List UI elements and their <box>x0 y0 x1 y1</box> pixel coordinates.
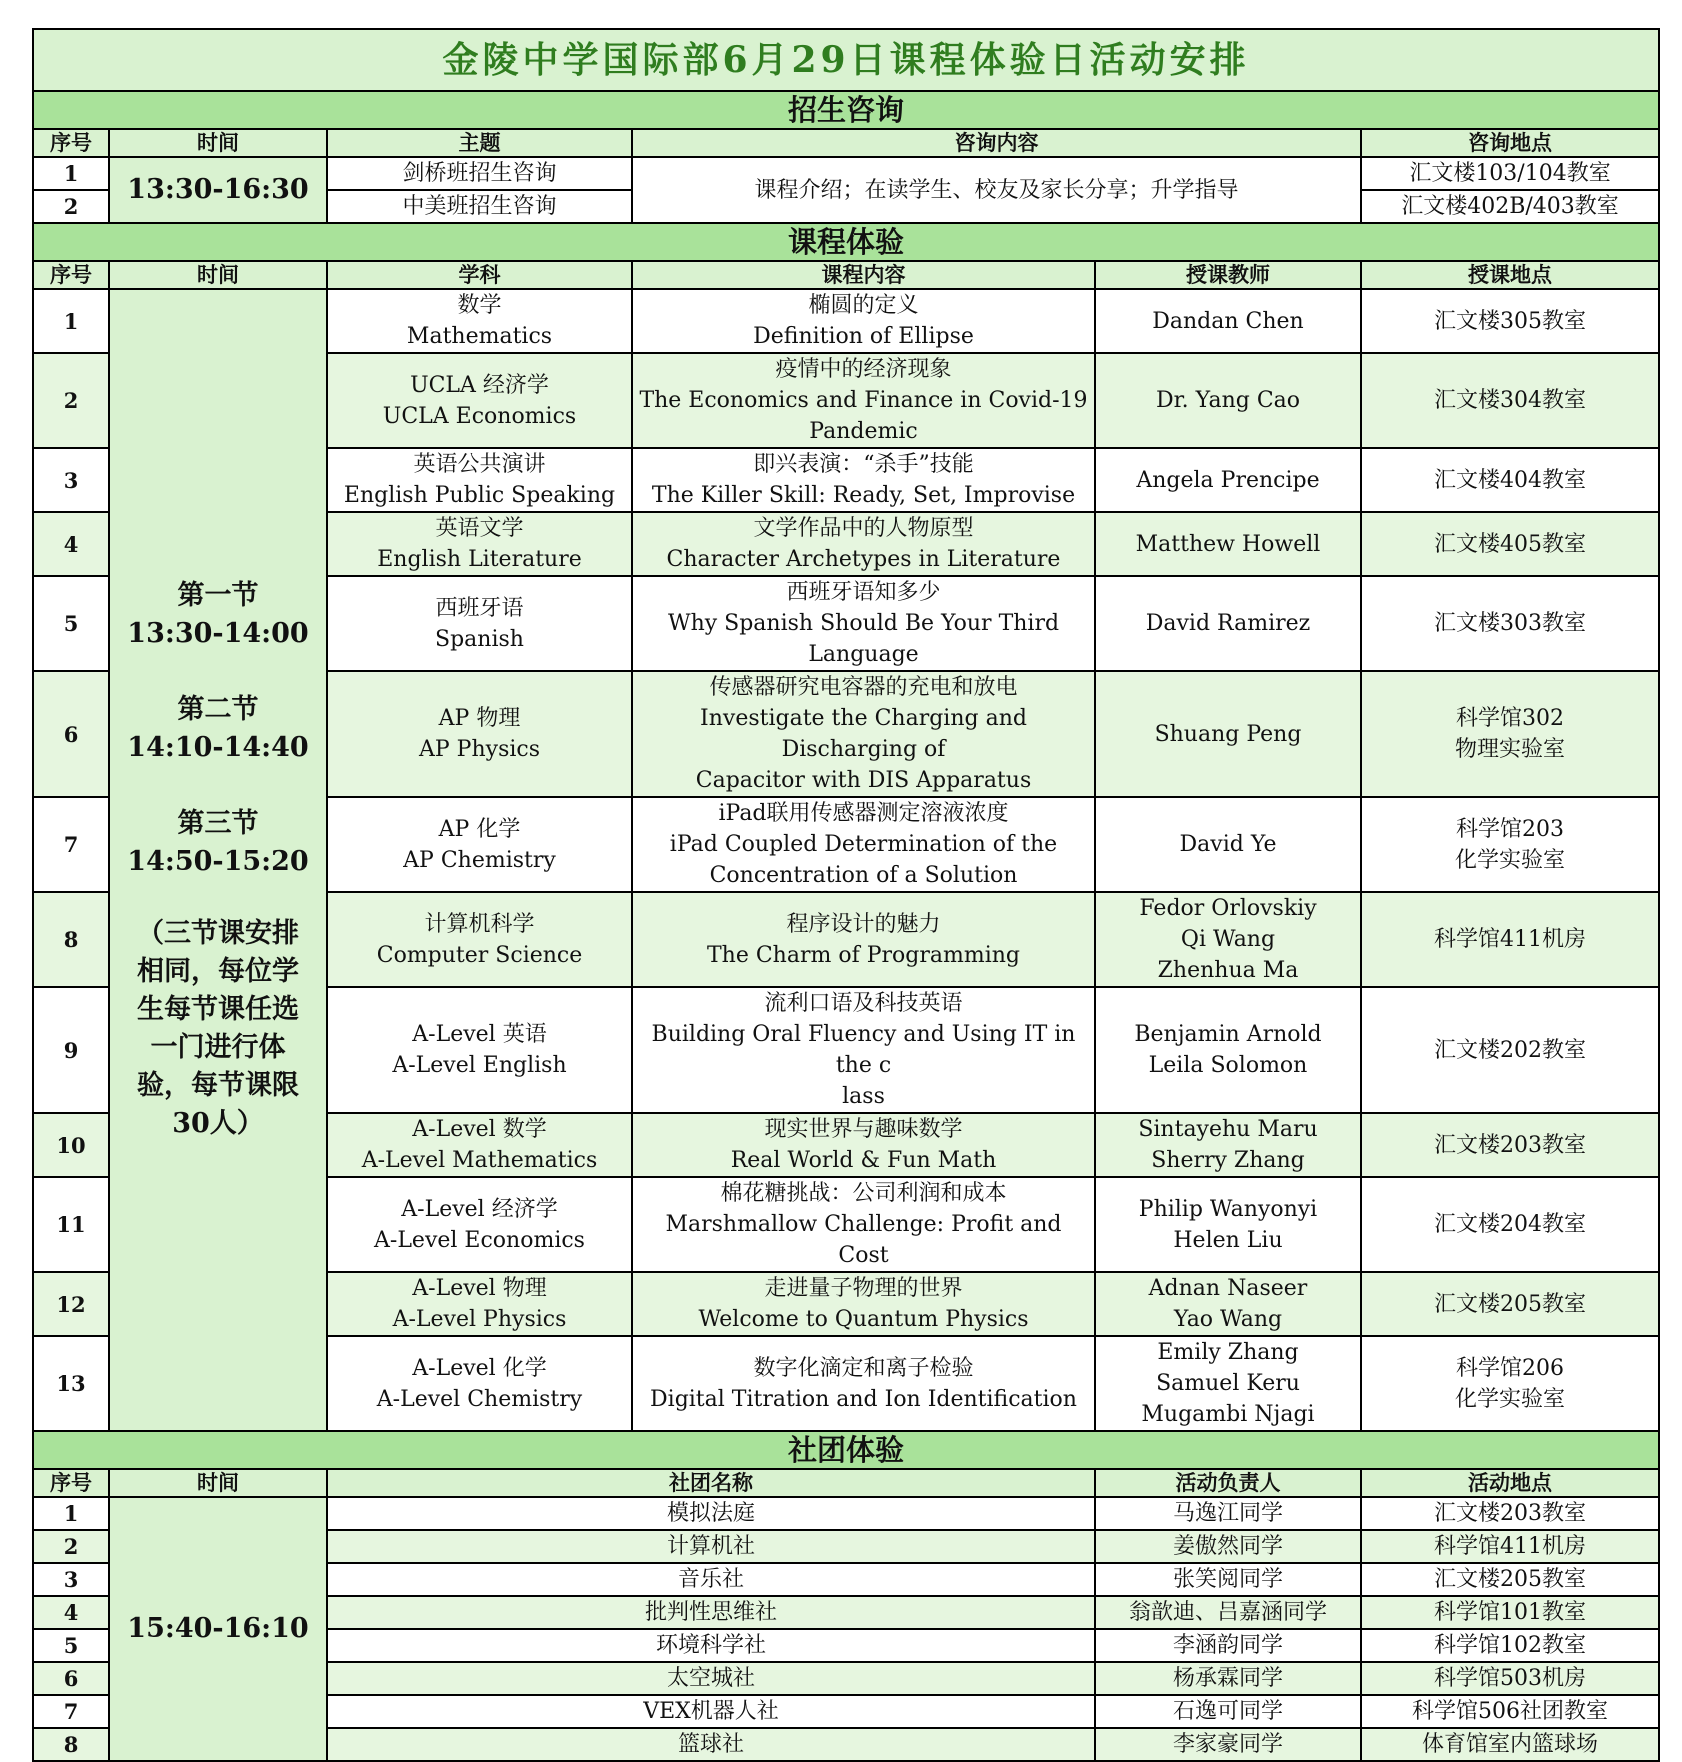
row-number: 2 <box>33 190 109 223</box>
row-number: 11 <box>33 1177 109 1272</box>
course-subject: 西班牙语 Spanish <box>327 576 632 671</box>
column-header: 授课地点 <box>1361 261 1659 289</box>
club-place: 汇文楼205教室 <box>1361 1563 1659 1596</box>
course-content: 现实世界与趣味数学 Real World & Fun Math <box>632 1113 1095 1177</box>
consult-content: 课程介绍；在读学生、校友及家长分享；升学指导 <box>632 157 1361 223</box>
row-number: 8 <box>33 1728 109 1761</box>
page-title: 金陵中学国际部6月29日课程体验日活动安排 <box>33 29 1659 91</box>
consult-place: 汇文楼402B/403教室 <box>1361 190 1659 223</box>
course-subject: A-Level 英语 A-Level English <box>327 987 632 1113</box>
column-header: 主题 <box>327 129 632 157</box>
row-number: 1 <box>33 1497 109 1530</box>
column-header: 时间 <box>109 129 327 157</box>
club-leader: 李涵韵同学 <box>1095 1629 1361 1662</box>
course-content: iPad联用传感器测定溶液浓度 iPad Coupled Determination of the Concentration of a Solution <box>632 797 1095 892</box>
club-leader: 石逸可同学 <box>1095 1695 1361 1728</box>
course-place: 科学馆411机房 <box>1361 892 1659 987</box>
course-teacher: Benjamin Arnold Leila Solomon <box>1095 987 1361 1113</box>
course-place: 汇文楼205教室 <box>1361 1272 1659 1336</box>
column-header: 时间 <box>109 1469 327 1497</box>
course-content: 棉花糖挑战：公司利润和成本 Marshmallow Challenge: Profit and Cost <box>632 1177 1095 1272</box>
admissions-time: 13:30-16:30 <box>109 157 327 223</box>
session-notice: （三节课安排 相同，每位学 生每节课任选 一门进行体 验，每节课限 30人） <box>137 918 299 1139</box>
course-subject: AP 化学 AP Chemistry <box>327 797 632 892</box>
table-row <box>33 1497 1659 1530</box>
row-number: 13 <box>33 1336 109 1431</box>
column-header: 学科 <box>327 261 632 289</box>
session-times <box>109 289 327 1431</box>
schedule-table <box>32 28 1660 1762</box>
course-teacher: Fedor Orlovskiy Qi Wang Zhenhua Ma <box>1095 892 1361 987</box>
course-subject: UCLA 经济学 UCLA Economics <box>327 353 632 448</box>
column-header: 序号 <box>33 129 109 157</box>
course-content: 文学作品中的人物原型 Character Archetypes in Literature <box>632 512 1095 576</box>
course-content: 传感器研究电容器的充电和放电 Investigate the Charging and Discharging of Capacitor with DIS Apparatus <box>632 671 1095 797</box>
club-leader: 张笑阅同学 <box>1095 1563 1361 1596</box>
row-number: 6 <box>33 671 109 797</box>
club-place: 科学馆411机房 <box>1361 1530 1659 1563</box>
row-number: 5 <box>33 576 109 671</box>
course-subject: A-Level 化学 A-Level Chemistry <box>327 1336 632 1431</box>
club-place: 体育馆室内篮球场 <box>1361 1728 1659 1761</box>
column-header: 序号 <box>33 261 109 289</box>
row-number: 10 <box>33 1113 109 1177</box>
club-place: 科学馆506社团教室 <box>1361 1695 1659 1728</box>
course-teacher: Dr. Yang Cao <box>1095 353 1361 448</box>
course-subject: A-Level 数学 A-Level Mathematics <box>327 1113 632 1177</box>
column-header: 授课教师 <box>1095 261 1361 289</box>
course-subject: 英语公共演讲 English Public Speaking <box>327 448 632 512</box>
course-place: 科学馆206 化学实验室 <box>1361 1336 1659 1431</box>
course-place: 汇文楼405教室 <box>1361 512 1659 576</box>
club-place: 科学馆102教室 <box>1361 1629 1659 1662</box>
course-place: 汇文楼202教室 <box>1361 987 1659 1113</box>
course-teacher: Dandan Chen <box>1095 289 1361 353</box>
course-teacher: David Ye <box>1095 797 1361 892</box>
courses-header-row <box>33 261 1659 289</box>
row-number: 12 <box>33 1272 109 1336</box>
course-content: 疫情中的经济现象 The Economics and Finance in Covid-19 Pandemic <box>632 353 1095 448</box>
course-teacher: Adnan Naseer Yao Wang <box>1095 1272 1361 1336</box>
club-name: 模拟法庭 <box>327 1497 1095 1530</box>
column-header: 咨询地点 <box>1361 129 1659 157</box>
consult-place: 汇文楼103/104教室 <box>1361 157 1659 190</box>
row-number: 1 <box>33 289 109 353</box>
course-subject: 计算机科学 Computer Science <box>327 892 632 987</box>
club-place: 汇文楼203教室 <box>1361 1497 1659 1530</box>
course-subject: AP 物理 AP Physics <box>327 671 632 797</box>
course-subject: A-Level 经济学 A-Level Economics <box>327 1177 632 1272</box>
table-row <box>33 157 1659 190</box>
course-teacher: Angela Prencipe <box>1095 448 1361 512</box>
course-place: 汇文楼404教室 <box>1361 448 1659 512</box>
club-leader: 杨承霖同学 <box>1095 1662 1361 1695</box>
club-name: 音乐社 <box>327 1563 1095 1596</box>
row-number: 9 <box>33 987 109 1113</box>
club-name: 批判性思维社 <box>327 1596 1095 1629</box>
column-header: 社团名称 <box>327 1469 1095 1497</box>
course-place: 科学馆203 化学实验室 <box>1361 797 1659 892</box>
consult-topic: 中美班招生咨询 <box>327 190 632 223</box>
course-place: 汇文楼204教室 <box>1361 1177 1659 1272</box>
row-number: 2 <box>33 1530 109 1563</box>
consult-topic: 剑桥班招生咨询 <box>327 157 632 190</box>
column-header: 课程内容 <box>632 261 1095 289</box>
course-place: 汇文楼303教室 <box>1361 576 1659 671</box>
club-leader: 李家豪同学 <box>1095 1728 1361 1761</box>
club-leader: 马逸江同学 <box>1095 1497 1361 1530</box>
course-subject: 数学 Mathematics <box>327 289 632 353</box>
course-place: 科学馆302 物理实验室 <box>1361 671 1659 797</box>
club-place: 科学馆101教室 <box>1361 1596 1659 1629</box>
column-header: 序号 <box>33 1469 109 1497</box>
column-header: 时间 <box>109 261 327 289</box>
course-teacher: Emily Zhang Samuel Keru Mugambi Njagi <box>1095 1336 1361 1431</box>
column-header: 咨询内容 <box>632 129 1361 157</box>
admissions-header-row <box>33 129 1659 157</box>
course-subject: 英语文学 English Literature <box>327 512 632 576</box>
course-content: 程序设计的魅力 The Charm of Programming <box>632 892 1095 987</box>
row-number: 4 <box>33 1596 109 1629</box>
club-leader: 姜傲然同学 <box>1095 1530 1361 1563</box>
course-subject: A-Level 物理 A-Level Physics <box>327 1272 632 1336</box>
club-name: 环境科学社 <box>327 1629 1095 1662</box>
section-clubs-heading: 社团体验 <box>33 1431 1659 1469</box>
course-content: 椭圆的定义 Definition of Ellipse <box>632 289 1095 353</box>
row-number: 3 <box>33 1563 109 1596</box>
course-teacher: David Ramirez <box>1095 576 1361 671</box>
course-content: 走进量子物理的世界 Welcome to Quantum Physics <box>632 1272 1095 1336</box>
club-name: VEX机器人社 <box>327 1695 1095 1728</box>
row-number: 7 <box>33 797 109 892</box>
course-place: 汇文楼304教室 <box>1361 353 1659 448</box>
course-content: 即兴表演：“杀手”技能 The Killer Skill: Ready, Set, Improvise <box>632 448 1095 512</box>
club-leader: 翁歆迪、吕嘉涵同学 <box>1095 1596 1361 1629</box>
clubs-header-row <box>33 1469 1659 1497</box>
course-teacher: Matthew Howell <box>1095 512 1361 576</box>
row-number: 4 <box>33 512 109 576</box>
course-teacher: Philip Wanyonyi Helen Liu <box>1095 1177 1361 1272</box>
course-content: 流利口语及科技英语 Building Oral Fluency and Using IT in the c lass <box>632 987 1095 1113</box>
section-courses-heading: 课程体验 <box>33 223 1659 261</box>
course-content: 西班牙语知多少 Why Spanish Should Be Your Third Language <box>632 576 1095 671</box>
section-admissions-heading: 招生咨询 <box>33 91 1659 129</box>
course-place: 汇文楼305教室 <box>1361 289 1659 353</box>
table-row <box>33 289 1659 353</box>
column-header: 活动地点 <box>1361 1469 1659 1497</box>
clubs-time: 15:40-16:10 <box>109 1497 327 1761</box>
course-teacher: Sintayehu Maru Sherry Zhang <box>1095 1113 1361 1177</box>
row-number: 7 <box>33 1695 109 1728</box>
row-number: 6 <box>33 1662 109 1695</box>
club-name: 太空城社 <box>327 1662 1095 1695</box>
course-content: 数字化滴定和离子检验 Digital Titration and Ion Identification <box>632 1336 1095 1431</box>
row-number: 3 <box>33 448 109 512</box>
course-place: 汇文楼203教室 <box>1361 1113 1659 1177</box>
club-name: 篮球社 <box>327 1728 1095 1761</box>
club-name: 计算机社 <box>327 1530 1095 1563</box>
column-header: 活动负责人 <box>1095 1469 1361 1497</box>
session-schedule: 第一节 13:30-14:00 第二节 14:10-14:40 第三节 14:50-15:20 <box>127 580 309 877</box>
row-number: 5 <box>33 1629 109 1662</box>
row-number: 8 <box>33 892 109 987</box>
row-number: 2 <box>33 353 109 448</box>
course-teacher: Shuang Peng <box>1095 671 1361 797</box>
row-number: 1 <box>33 157 109 190</box>
club-place: 科学馆503机房 <box>1361 1662 1659 1695</box>
